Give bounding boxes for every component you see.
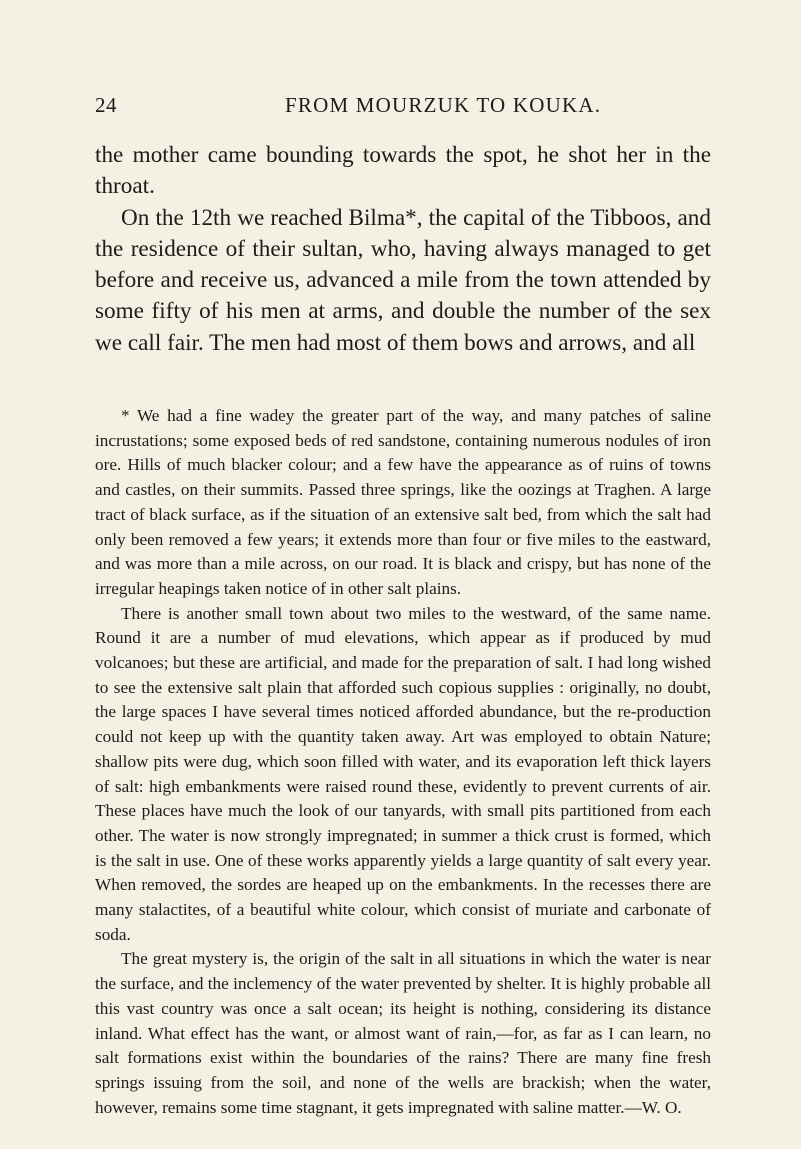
main-paragraph: the mother came bounding towards the spot, he shot her in the throat.: [95, 142, 711, 200]
footnote-marker: *: [121, 406, 130, 425]
footnote-paragraph-text: We had a fine wadey the greater part of the way, and many patches of saline incrustations; some exposed beds of red sandstone, containing numerous nodules of iron ore. Hills of much blacker colour; and a few have the appearance as of ruins of towns and castles, on their summits. Passed three springs, like the oozings at Traghen. A large tract of black surface, as if the situation of an extensive salt bed, from which the salt had only been removed a few years; it extends more than four or five miles to the eastward, and was more than a mile across, on our road. It is black and crispy, but has none of the irregular heapings taken notice of in other salt plains.: [95, 406, 711, 598]
main-paragraph: On the 12th we reached Bilma*, the capital of the Tibboos, and the residence of their sultan, who, having always managed to get before and receive us, advanced a mile from the town attended by some fifty of his men at arms, and double the number of the sex we call fair. The men had most of them bows and arrows, and all: [95, 204, 711, 356]
footnote: [95, 404, 711, 1120]
page-number: 24: [95, 93, 117, 117]
footnote-paragraph: [95, 404, 711, 602]
footnote-paragraph: There is another small town about two miles to the westward, of the same name. Round it are a number of mud elevations, which appear as if produced by mud volcanoes; but these are artificial, and made for the preparation of salt. I had long wished to see the extensive salt plain that afforded such copious supplies : originally, no doubt, the large spaces I have several times noticed afforded abundance, but the re-production could not keep up with the quantity taken away. Art was employed to obtain Nature; shallow pits were dug, which soon filled with water, and its evaporation left thick layers of salt: high embankments were raised round these, evidently to prevent currents of air. These places have much the look of our tanyards, with small pits partitioned from each other. The water is now strongly impregnated; in summer a thick crust is formed, which is the salt in use. One of these works apparently yields a large quantity of salt every year. When removed, the sordes are heaped up on the embankments. In the recesses there are many stalactites, of a beautiful white colour, which consist of muriate and carbonate of soda.: [95, 603, 711, 944]
running-title: FROM MOURZUK TO KOUKA.: [285, 93, 602, 117]
running-head: [95, 93, 715, 123]
main-text: [95, 140, 711, 359]
footnote-paragraph: The great mystery is, the origin of the salt in all situations in which the water is near the surface, and the inclemency of the water prevented by shelter. It is highly probable all this vast country was once a salt ocean; its height is nothing, considering its distance inland. What effect has the want, or almost want of rain,—for, as far as I can learn, no salt formations exist within the boundaries of the rains? There are many fine fresh springs issuing from the soil, and none of the wells are brackish; when the water, however, remains some time stagnant, it gets impregnated with saline matter.—W. O.: [95, 949, 711, 1117]
